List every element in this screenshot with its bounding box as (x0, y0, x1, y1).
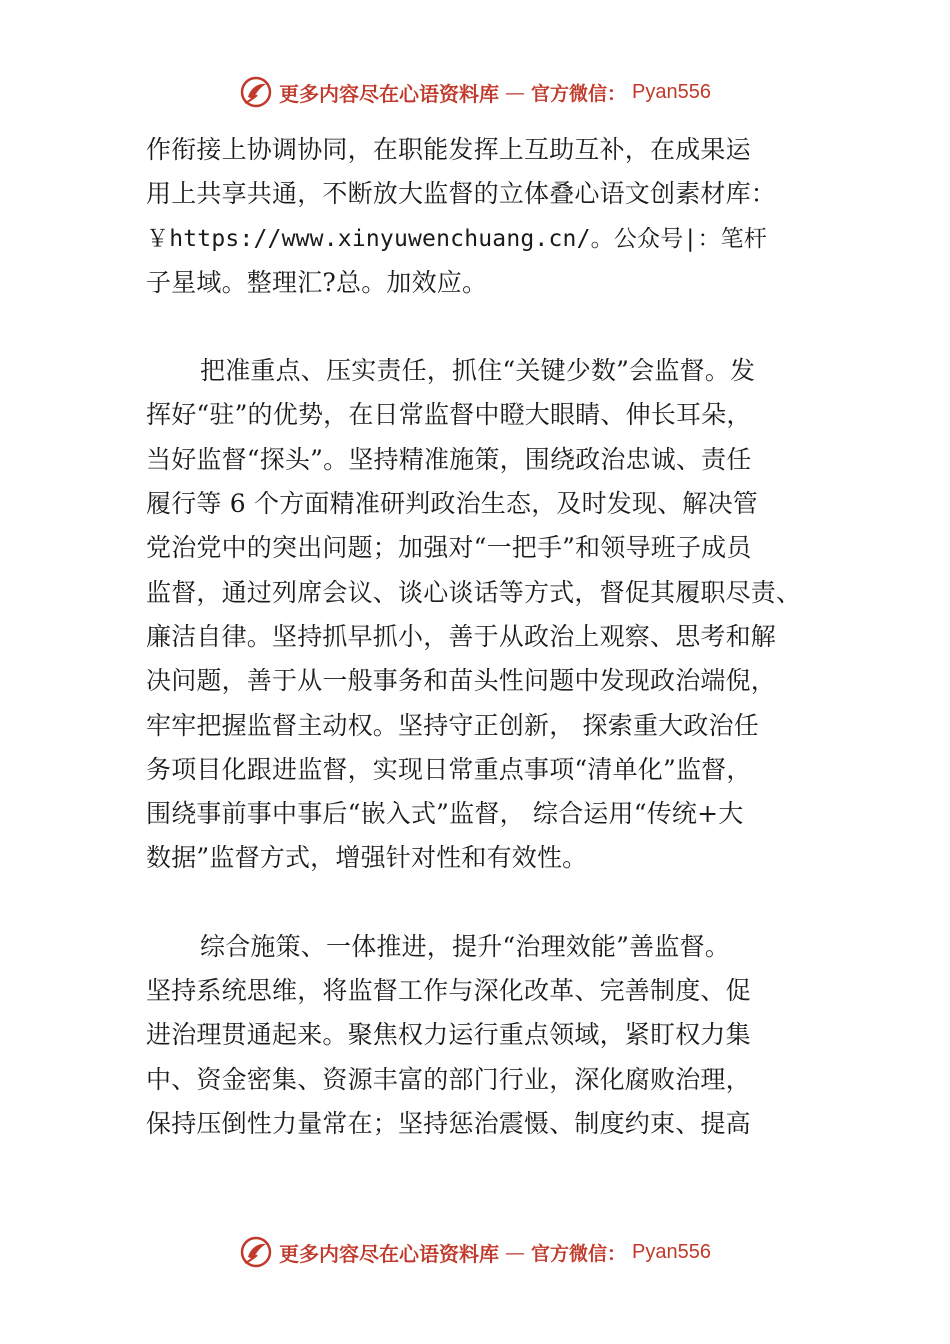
text-line: 决问题，善于从一般事务和苗头性问题中发现政治端倪， (146, 666, 777, 696)
text-line: 进治理贯通起来。聚焦权力运行重点领域，紧盯权力集 (146, 1020, 751, 1050)
text-line: 党治党中的突出问题；加强对“一把手”和领导班子成员 (146, 533, 752, 563)
text-line: 子星域。整理汇?总。加效应。 (146, 267, 488, 297)
text-line: 监督，通过列席会议、谈心谈话等方式，督促其履职尽责、 (146, 577, 802, 607)
text-line: 中、资金密集、资源丰富的部门行业，深化腐败治理， (146, 1064, 751, 1094)
header-brand-text: 更多内容尽在心语资料库 (279, 81, 499, 106)
paragraph-1 (146, 128, 846, 305)
text-line: 数据”监督方式，增强针对性和有效性。 (146, 843, 588, 873)
text-line: 廉洁自律。坚持抓早抓小，善于从政治上观察、思考和解 (146, 621, 777, 651)
text-line: 保持压倒性力量常在；坚持惩治震慑、制度约束、提高 (146, 1108, 751, 1138)
brand-logo-icon (239, 75, 273, 109)
paragraph-gap (146, 881, 846, 925)
brand-logo-icon (239, 1235, 273, 1269)
text-line: 围绕事前事中事后“嵌入式”监督， 综合运用“传统+大 (146, 799, 744, 829)
document-body (146, 128, 846, 1146)
text-line: 作衔接上协调协同，在职能发挥上互助互补，在成果运 (146, 135, 751, 164)
text-line: 用上共享共通，不断放大监督的立体叠心语文创素材库： (146, 179, 777, 209)
text-line: 综合施策、一体推进，提升“治理效能”善监督。 (200, 931, 730, 961)
text-line: 把准重点、压实责任，抓住“关键少数”会监督。发 (200, 356, 756, 386)
text-line: 挥好“驻”的优势，在日常监督中瞪大眼睛、伸长耳朵， (146, 400, 752, 430)
text-line: 履行等 6 个方面精准研判政治生态，及时发现、解决管 (146, 489, 759, 519)
footer-official-label: 官方微信： (531, 1242, 627, 1265)
footer-dash: — (505, 1240, 525, 1264)
text-line: 坚持系统思维，将监督工作与深化改革、完善制度、促 (146, 976, 751, 1006)
paragraph-3 (146, 925, 846, 1146)
text-line: 牢牢把握监督主动权。坚持守正创新， 探索重大政治任 (146, 710, 759, 740)
text-line: 务项目化跟进监督，实现日常重点事项“清单化”监督， (146, 754, 752, 784)
header-official-label: 官方微信： (531, 82, 627, 105)
footer-banner (0, 1232, 950, 1272)
header-dash: — (505, 80, 525, 104)
paragraph-gap (146, 305, 846, 349)
footer-wechat-id: Pyan556 (632, 1240, 711, 1263)
paragraph-2 (146, 349, 846, 881)
text-line: 当好监督“探头”。坚持精准施策，围绕政治忠诚、责任 (146, 444, 752, 474)
footer-brand-text: 更多内容尽在心语资料库 (279, 1241, 499, 1266)
header-banner (0, 72, 950, 112)
text-line-url: ￥https://www.xinyuwenchuang.cn/。公众号|：笔杆 (146, 225, 768, 252)
header-wechat-id: Pyan556 (632, 80, 711, 103)
